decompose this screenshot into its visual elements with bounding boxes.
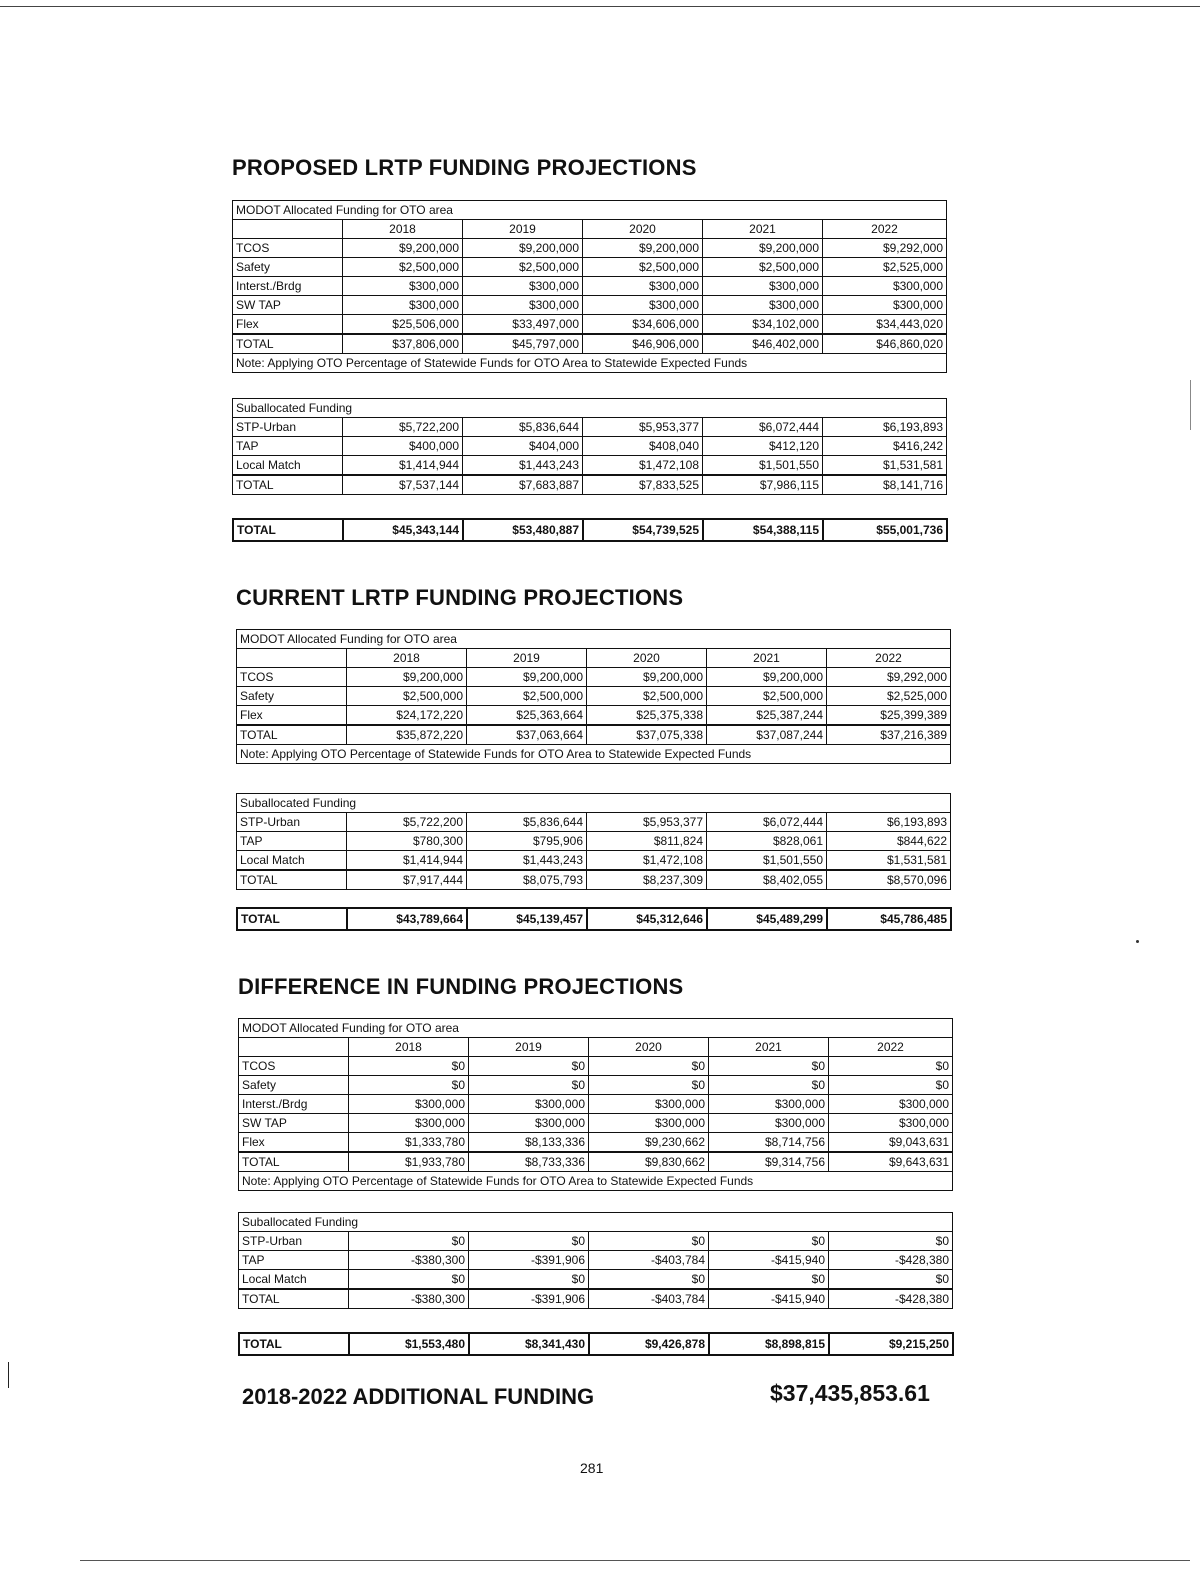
note-row <box>237 745 951 764</box>
row-label: TOTAL <box>237 908 347 930</box>
row-label: TOTAL <box>233 334 343 354</box>
value-cell-2018: $0 <box>349 1232 469 1251</box>
value-cell-2022: $37,216,389 <box>827 725 951 745</box>
value-cell-2019: $795,906 <box>467 832 587 851</box>
value-cell-2018: $0 <box>349 1270 469 1290</box>
year-header-2022: 2022 <box>827 649 951 668</box>
value-cell-2022: $9,292,000 <box>823 239 947 258</box>
value-cell-2022: $6,193,893 <box>823 418 947 437</box>
value-cell-2019: $7,683,887 <box>463 475 583 495</box>
row-label: Local Match <box>237 851 347 871</box>
row-label: TCOS <box>239 1057 349 1076</box>
note-row <box>239 1172 953 1191</box>
value-cell-2019: $9,200,000 <box>467 668 587 687</box>
value-cell-2021: $6,072,444 <box>707 813 827 832</box>
additional-funding-label: 2018-2022 ADDITIONAL FUNDING <box>242 1384 595 1409</box>
scan-margin-mark <box>8 1362 9 1388</box>
year-header-2020: 2020 <box>583 220 703 239</box>
value-cell-2018: $24,172,220 <box>347 706 467 726</box>
value-cell-2020: $2,500,000 <box>583 258 703 277</box>
value-cell-2018: $1,933,780 <box>349 1152 469 1172</box>
row-label: TOTAL <box>237 870 347 890</box>
year-header-2022: 2022 <box>829 1038 953 1057</box>
value-cell-2018: $300,000 <box>343 277 463 296</box>
value-cell-2022: $6,193,893 <box>827 813 951 832</box>
funding-note: Note: Applying OTO Percentage of Statewide Funds for OTO Area to Statewide Expected Funds <box>233 354 947 373</box>
value-cell-2022: $8,141,716 <box>823 475 947 495</box>
value-cell-2021: $0 <box>709 1057 829 1076</box>
header-blank <box>239 1038 349 1057</box>
value-cell-2020: $46,906,000 <box>583 334 703 354</box>
row-label: TOTAL <box>237 725 347 745</box>
year-header-2021: 2021 <box>707 649 827 668</box>
value-cell-2018: $0 <box>349 1076 469 1095</box>
modot-row-tcos <box>233 239 947 258</box>
value-cell-2018: $1,414,944 <box>347 851 467 871</box>
row-label: TCOS <box>237 668 347 687</box>
value-cell-2022: $1,531,581 <box>823 456 947 476</box>
value-cell-2021: $8,898,815 <box>709 1333 829 1355</box>
modot-row-interst-brdg <box>239 1095 953 1114</box>
value-cell-2018: -$380,300 <box>349 1289 469 1309</box>
suballocated-row-local-match <box>239 1270 953 1290</box>
caption-row <box>233 399 947 418</box>
row-label: TCOS <box>233 239 343 258</box>
suballocated-caption: Suballocated Funding <box>239 1213 953 1232</box>
modot-total-row <box>239 1152 953 1172</box>
year-header-row <box>237 649 951 668</box>
value-cell-2021: $0 <box>709 1232 829 1251</box>
value-cell-2018: $25,506,000 <box>343 315 463 335</box>
row-label: Safety <box>237 687 347 706</box>
year-header-row <box>239 1038 953 1057</box>
value-cell-2022: $0 <box>829 1057 953 1076</box>
additional-funding-amount: $37,435,853.61 <box>770 1380 930 1406</box>
value-cell-2021: $1,501,550 <box>707 851 827 871</box>
modot-row-safety <box>233 258 947 277</box>
value-cell-2021: -$415,940 <box>709 1289 829 1309</box>
row-label: TOTAL <box>233 519 343 541</box>
year-header-2018: 2018 <box>343 220 463 239</box>
modot-caption: MODOT Allocated Funding for OTO area <box>237 630 951 649</box>
suballocated-row-tap <box>239 1251 953 1270</box>
caption-row <box>239 1019 953 1038</box>
suballocated-row-stp-urban <box>233 418 947 437</box>
modot-row-safety <box>239 1076 953 1095</box>
value-cell-2019: $0 <box>469 1057 589 1076</box>
value-cell-2022: $300,000 <box>823 296 947 315</box>
row-label: Safety <box>239 1076 349 1095</box>
value-cell-2020: $54,739,525 <box>583 519 703 541</box>
current-suballocated-table <box>236 793 951 890</box>
value-cell-2018: $300,000 <box>343 296 463 315</box>
value-cell-2019: -$391,906 <box>469 1289 589 1309</box>
value-cell-2019: $2,500,000 <box>467 687 587 706</box>
value-cell-2022: $0 <box>829 1270 953 1290</box>
row-label: TOTAL <box>233 475 343 495</box>
value-cell-2022: -$428,380 <box>829 1289 953 1309</box>
note-row <box>233 354 947 373</box>
value-cell-2019: $0 <box>469 1270 589 1290</box>
row-label: STP-Urban <box>239 1232 349 1251</box>
difference-modot-table <box>238 1018 953 1191</box>
value-cell-2019: $5,836,644 <box>467 813 587 832</box>
year-header-2021: 2021 <box>709 1038 829 1057</box>
value-cell-2021: $8,402,055 <box>707 870 827 890</box>
value-cell-2020: $45,312,646 <box>587 908 707 930</box>
suballocated-row-local-match <box>237 851 951 871</box>
value-cell-2022: $25,399,389 <box>827 706 951 726</box>
value-cell-2018: $300,000 <box>349 1114 469 1133</box>
value-cell-2022: $8,570,096 <box>827 870 951 890</box>
value-cell-2021: $828,061 <box>707 832 827 851</box>
caption-row <box>237 794 951 813</box>
caption-row <box>239 1213 953 1232</box>
row-label: Local Match <box>239 1270 349 1290</box>
year-header-2019: 2019 <box>467 649 587 668</box>
value-cell-2021: $300,000 <box>703 277 823 296</box>
modot-row-sw-tap <box>233 296 947 315</box>
value-cell-2020: $5,953,377 <box>583 418 703 437</box>
row-label: Interst./Brdg <box>239 1095 349 1114</box>
value-cell-2018: $1,333,780 <box>349 1133 469 1153</box>
value-cell-2018: $7,537,144 <box>343 475 463 495</box>
value-cell-2019: $9,200,000 <box>463 239 583 258</box>
row-label: SW TAP <box>239 1114 349 1133</box>
value-cell-2020: $37,075,338 <box>587 725 707 745</box>
suballocated-row-tap <box>237 832 951 851</box>
modot-row-flex <box>233 315 947 335</box>
suballocated-row-local-match <box>233 456 947 476</box>
current-grand-total-table <box>236 907 952 931</box>
value-cell-2022: $2,525,000 <box>823 258 947 277</box>
value-cell-2020: $1,472,108 <box>583 456 703 476</box>
value-cell-2022: $300,000 <box>829 1114 953 1133</box>
row-label: Safety <box>233 258 343 277</box>
year-header-2020: 2020 <box>587 649 707 668</box>
scan-edge-right <box>1190 380 1191 430</box>
row-label: Flex <box>233 315 343 335</box>
value-cell-2019: $300,000 <box>463 277 583 296</box>
value-cell-2018: $9,200,000 <box>343 239 463 258</box>
value-cell-2020: $9,200,000 <box>583 239 703 258</box>
modot-row-tcos <box>237 668 951 687</box>
row-label: SW TAP <box>233 296 343 315</box>
value-cell-2018: $0 <box>349 1057 469 1076</box>
value-cell-2018: $780,300 <box>347 832 467 851</box>
current-section <box>236 585 952 945</box>
value-cell-2019: $8,075,793 <box>467 870 587 890</box>
value-cell-2019: $37,063,664 <box>467 725 587 745</box>
value-cell-2020: $0 <box>589 1076 709 1095</box>
value-cell-2021: $45,489,299 <box>707 908 827 930</box>
row-label: STP-Urban <box>237 813 347 832</box>
proposed-title: PROPOSED LRTP FUNDING PROJECTIONS <box>232 155 697 180</box>
value-cell-2018: $35,872,220 <box>347 725 467 745</box>
value-cell-2018: $1,553,480 <box>349 1333 469 1355</box>
value-cell-2020: $25,375,338 <box>587 706 707 726</box>
value-cell-2019: $53,480,887 <box>463 519 583 541</box>
modot-row-flex <box>239 1133 953 1153</box>
value-cell-2019: $404,000 <box>463 437 583 456</box>
grand-total-row <box>233 519 947 541</box>
value-cell-2022: $0 <box>829 1232 953 1251</box>
grand-total-row <box>239 1333 953 1355</box>
value-cell-2019: $8,341,430 <box>469 1333 589 1355</box>
value-cell-2022: $1,531,581 <box>827 851 951 871</box>
value-cell-2022: $416,242 <box>823 437 947 456</box>
suballocated-total-row <box>233 475 947 495</box>
year-header-2019: 2019 <box>469 1038 589 1057</box>
value-cell-2019: $45,139,457 <box>467 908 587 930</box>
value-cell-2018: $5,722,200 <box>343 418 463 437</box>
year-header-2021: 2021 <box>703 220 823 239</box>
value-cell-2019: $300,000 <box>469 1114 589 1133</box>
difference-section <box>238 974 954 1364</box>
value-cell-2020: $0 <box>589 1270 709 1290</box>
value-cell-2021: $9,200,000 <box>707 668 827 687</box>
suballocated-row-stp-urban <box>237 813 951 832</box>
value-cell-2022: $9,643,631 <box>829 1152 953 1172</box>
modot-row-interst-brdg <box>233 277 947 296</box>
value-cell-2022: $9,292,000 <box>827 668 951 687</box>
value-cell-2021: $54,388,115 <box>703 519 823 541</box>
modot-caption: MODOT Allocated Funding for OTO area <box>239 1019 953 1038</box>
difference-suballocated-table <box>238 1212 953 1309</box>
header-blank <box>233 220 343 239</box>
value-cell-2022: $300,000 <box>823 277 947 296</box>
value-cell-2020: $9,200,000 <box>587 668 707 687</box>
value-cell-2020: -$403,784 <box>589 1289 709 1309</box>
value-cell-2021: $6,072,444 <box>703 418 823 437</box>
value-cell-2018: $43,789,664 <box>347 908 467 930</box>
suballocated-row-stp-urban <box>239 1232 953 1251</box>
value-cell-2019: $1,443,243 <box>463 456 583 476</box>
value-cell-2018: $400,000 <box>343 437 463 456</box>
value-cell-2021: -$415,940 <box>709 1251 829 1270</box>
value-cell-2022: $55,001,736 <box>823 519 947 541</box>
value-cell-2022: $9,215,250 <box>829 1333 953 1355</box>
value-cell-2021: $9,314,756 <box>709 1152 829 1172</box>
scan-edge-top <box>0 6 1200 7</box>
current-title: CURRENT LRTP FUNDING PROJECTIONS <box>236 585 684 610</box>
value-cell-2018: $1,414,944 <box>343 456 463 476</box>
modot-caption: MODOT Allocated Funding for OTO area <box>233 201 947 220</box>
modot-row-safety <box>237 687 951 706</box>
value-cell-2019: $45,797,000 <box>463 334 583 354</box>
value-cell-2022: $46,860,020 <box>823 334 947 354</box>
value-cell-2020: $9,426,878 <box>589 1333 709 1355</box>
value-cell-2019: $300,000 <box>463 296 583 315</box>
page-number: 281 <box>580 1460 604 1476</box>
value-cell-2021: $412,120 <box>703 437 823 456</box>
value-cell-2018: $5,722,200 <box>347 813 467 832</box>
value-cell-2021: $300,000 <box>703 296 823 315</box>
value-cell-2021: $1,501,550 <box>703 456 823 476</box>
row-label: TOTAL <box>239 1289 349 1309</box>
value-cell-2020: $0 <box>589 1232 709 1251</box>
row-label: Flex <box>237 706 347 726</box>
row-label: TOTAL <box>239 1152 349 1172</box>
value-cell-2019: -$391,906 <box>469 1251 589 1270</box>
scan-speck <box>1136 940 1139 943</box>
value-cell-2020: $300,000 <box>589 1095 709 1114</box>
value-cell-2021: $2,500,000 <box>707 687 827 706</box>
value-cell-2019: $2,500,000 <box>463 258 583 277</box>
suballocated-row-tap <box>233 437 947 456</box>
value-cell-2022: $34,443,020 <box>823 315 947 335</box>
proposed-suballocated-table <box>232 398 947 495</box>
difference-grand-total-table <box>238 1332 954 1356</box>
value-cell-2020: $408,040 <box>583 437 703 456</box>
year-header-2018: 2018 <box>347 649 467 668</box>
year-header-2022: 2022 <box>823 220 947 239</box>
suballocated-caption: Suballocated Funding <box>233 399 947 418</box>
value-cell-2019: $0 <box>469 1076 589 1095</box>
value-cell-2018: $45,343,144 <box>343 519 463 541</box>
value-cell-2019: $33,497,000 <box>463 315 583 335</box>
value-cell-2020: $7,833,525 <box>583 475 703 495</box>
value-cell-2019: $0 <box>469 1232 589 1251</box>
value-cell-2021: $8,714,756 <box>709 1133 829 1153</box>
value-cell-2021: $0 <box>709 1076 829 1095</box>
value-cell-2018: $2,500,000 <box>343 258 463 277</box>
proposed-modot-table <box>232 200 947 373</box>
row-label: Flex <box>239 1133 349 1153</box>
row-label: TAP <box>239 1251 349 1270</box>
value-cell-2019: $8,133,336 <box>469 1133 589 1153</box>
caption-row <box>233 201 947 220</box>
value-cell-2022: $300,000 <box>829 1095 953 1114</box>
value-cell-2019: $8,733,336 <box>469 1152 589 1172</box>
proposed-grand-total-table <box>232 518 948 542</box>
value-cell-2018: $9,200,000 <box>347 668 467 687</box>
value-cell-2021: $2,500,000 <box>703 258 823 277</box>
value-cell-2019: $300,000 <box>469 1095 589 1114</box>
value-cell-2022: $9,043,631 <box>829 1133 953 1153</box>
value-cell-2020: $1,472,108 <box>587 851 707 871</box>
value-cell-2021: $300,000 <box>709 1114 829 1133</box>
header-blank <box>237 649 347 668</box>
value-cell-2022: $0 <box>829 1076 953 1095</box>
value-cell-2019: $5,836,644 <box>463 418 583 437</box>
year-header-2018: 2018 <box>349 1038 469 1057</box>
funding-note: Note: Applying OTO Percentage of Statewide Funds for OTO Area to Statewide Expected Funds <box>239 1172 953 1191</box>
value-cell-2021: $25,387,244 <box>707 706 827 726</box>
value-cell-2020: $34,606,000 <box>583 315 703 335</box>
value-cell-2020: $9,830,662 <box>589 1152 709 1172</box>
value-cell-2021: $7,986,115 <box>703 475 823 495</box>
row-label: Interst./Brdg <box>233 277 343 296</box>
current-modot-table <box>236 629 951 764</box>
value-cell-2020: $2,500,000 <box>587 687 707 706</box>
difference-title: DIFFERENCE IN FUNDING PROJECTIONS <box>238 974 684 999</box>
value-cell-2020: $811,824 <box>587 832 707 851</box>
value-cell-2020: $8,237,309 <box>587 870 707 890</box>
modot-row-sw-tap <box>239 1114 953 1133</box>
value-cell-2021: $300,000 <box>709 1095 829 1114</box>
modot-row-flex <box>237 706 951 726</box>
proposed-section <box>232 155 948 555</box>
funding-note: Note: Applying OTO Percentage of Statewide Funds for OTO Area to Statewide Expected Funds <box>237 745 951 764</box>
grand-total-row <box>237 908 951 930</box>
caption-row <box>237 630 951 649</box>
value-cell-2018: -$380,300 <box>349 1251 469 1270</box>
value-cell-2020: $5,953,377 <box>587 813 707 832</box>
value-cell-2019: $1,443,243 <box>467 851 587 871</box>
value-cell-2022: $45,786,485 <box>827 908 951 930</box>
suballocated-total-row <box>237 870 951 890</box>
value-cell-2018: $300,000 <box>349 1095 469 1114</box>
value-cell-2020: $0 <box>589 1057 709 1076</box>
year-header-2020: 2020 <box>589 1038 709 1057</box>
row-label: TOTAL <box>239 1333 349 1355</box>
scan-edge-bottom <box>80 1560 1190 1561</box>
row-label: Local Match <box>233 456 343 476</box>
year-header-2019: 2019 <box>463 220 583 239</box>
value-cell-2021: $9,200,000 <box>703 239 823 258</box>
value-cell-2020: $300,000 <box>589 1114 709 1133</box>
value-cell-2020: $300,000 <box>583 277 703 296</box>
value-cell-2021: $46,402,000 <box>703 334 823 354</box>
value-cell-2022: -$428,380 <box>829 1251 953 1270</box>
value-cell-2018: $7,917,444 <box>347 870 467 890</box>
value-cell-2018: $2,500,000 <box>347 687 467 706</box>
value-cell-2022: $2,525,000 <box>827 687 951 706</box>
value-cell-2022: $844,622 <box>827 832 951 851</box>
value-cell-2021: $34,102,000 <box>703 315 823 335</box>
modot-total-row <box>233 334 947 354</box>
modot-total-row <box>237 725 951 745</box>
value-cell-2018: $37,806,000 <box>343 334 463 354</box>
suballocated-caption: Suballocated Funding <box>237 794 951 813</box>
value-cell-2020: $300,000 <box>583 296 703 315</box>
row-label: TAP <box>233 437 343 456</box>
value-cell-2019: $25,363,664 <box>467 706 587 726</box>
value-cell-2020: $9,230,662 <box>589 1133 709 1153</box>
row-label: TAP <box>237 832 347 851</box>
suballocated-total-row <box>239 1289 953 1309</box>
value-cell-2020: -$403,784 <box>589 1251 709 1270</box>
year-header-row <box>233 220 947 239</box>
value-cell-2021: $37,087,244 <box>707 725 827 745</box>
modot-row-tcos <box>239 1057 953 1076</box>
value-cell-2021: $0 <box>709 1270 829 1290</box>
row-label: STP-Urban <box>233 418 343 437</box>
